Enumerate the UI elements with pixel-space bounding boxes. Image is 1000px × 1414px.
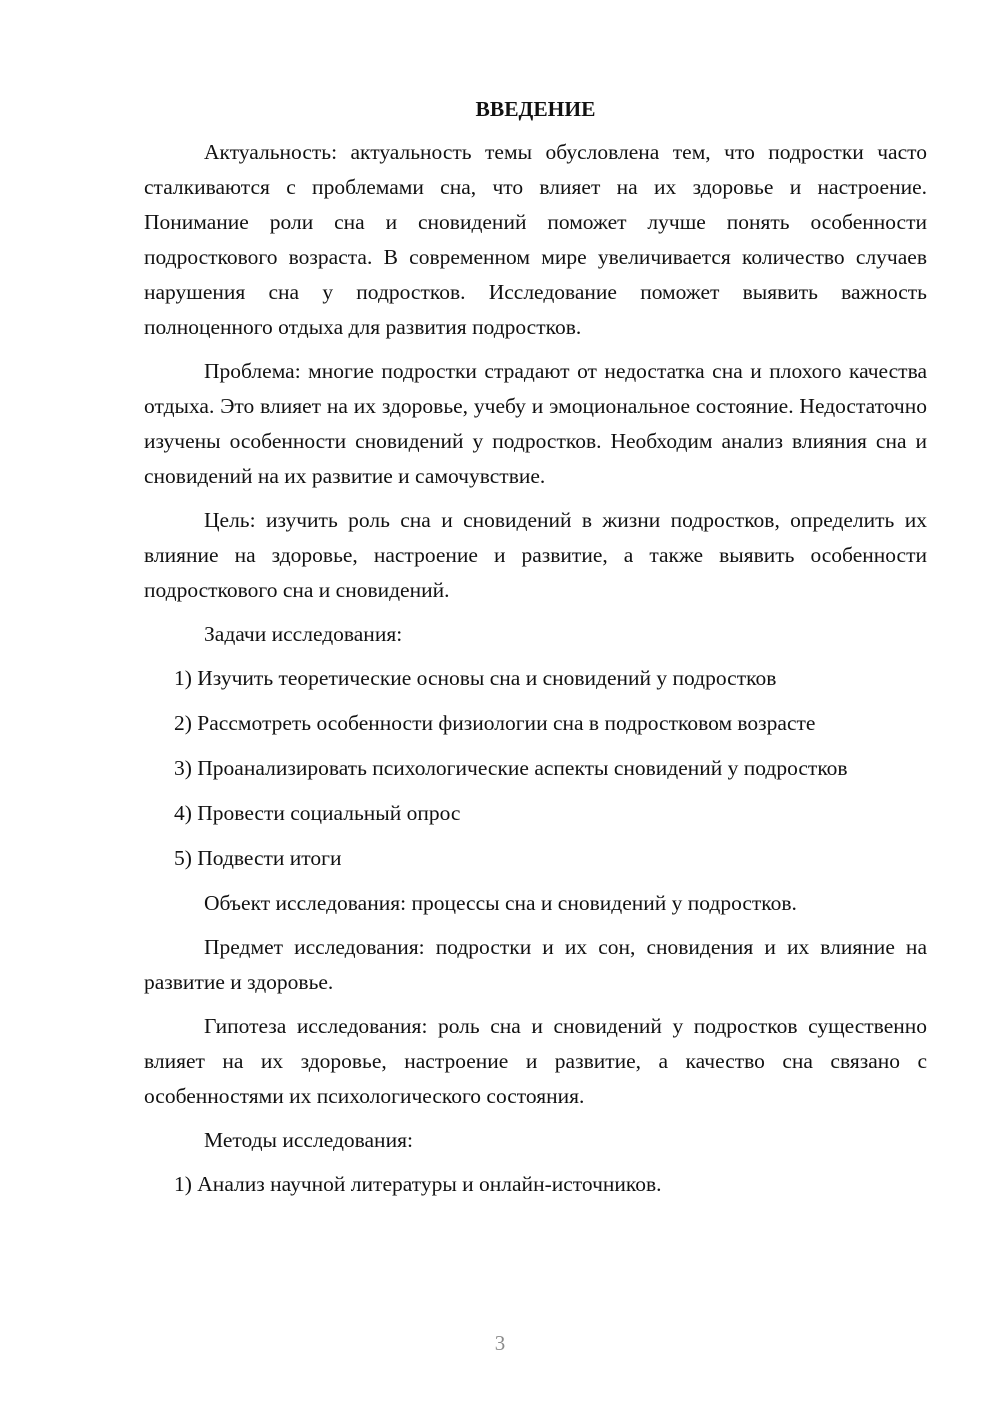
task-item-3: 3) Проанализировать психологические аспекты сновидений у подростков — [174, 756, 848, 780]
page-number: 3 — [494, 1331, 506, 1355]
subject-paragraph: Предмет исследования: подростки и их сон, сновидения и их влияние на развитие и здоровье. — [144, 935, 927, 994]
task-item-5: 5) Подвести итоги — [174, 846, 342, 870]
task-item-1: 1) Изучить теоретические основы сна и сновидений у подростков — [174, 666, 777, 690]
task-item-2: 2) Рассмотреть особенности физиологии сна в подростковом возрасте — [174, 711, 816, 735]
method-item-1: 1) Анализ научной литературы и онлайн-источников. — [174, 1172, 662, 1196]
relevance-paragraph: Актуальность: актуальность темы обусловлена тем, что подростки часто сталкиваются с проблемами сна, что влияет на их здоровье и настроение. Понимание роли сна и сновидений поможет лучше понять особенности подросткового возраста. В современном мире увеличивается количество случаев нарушения сна у подростков. Исследование поможет выявить важность полноценного отдыха для развития подростков. — [144, 140, 927, 339]
task-item-4: 4) Провести социальный опрос — [174, 801, 461, 825]
methods-heading: Методы исследования: — [204, 1128, 413, 1152]
tasks-heading: Задачи исследования: — [204, 622, 403, 646]
hypothesis-paragraph: Гипотеза исследования: роль сна и сновидений у подростков существенно влияет на их здоровье, настроение и развитие, а качество сна связано с особенностями их психологического состояния. — [144, 1014, 927, 1108]
section-title: ВВЕДЕНИЕ — [475, 97, 596, 121]
goal-paragraph: Цель: изучить роль сна и сновидений в жизни подростков, определить их влияние на здоровье, настроение и развитие, а также выявить особенности подросткового сна и сновидений. — [144, 508, 927, 602]
page-content — [144, 92, 927, 1212]
object-paragraph: Объект исследования: процессы сна и сновидений у подростков. — [204, 891, 797, 915]
problem-paragraph: Проблема: многие подростки страдают от недостатка сна и плохого качества отдыха. Это влияет на их здоровье, учебу и эмоциональное состояние. Недостаточно изучены особенности сновидений у подростков. Необходим анализ влияния сна и сновидений на их развитие и самочувствие. — [144, 359, 927, 488]
